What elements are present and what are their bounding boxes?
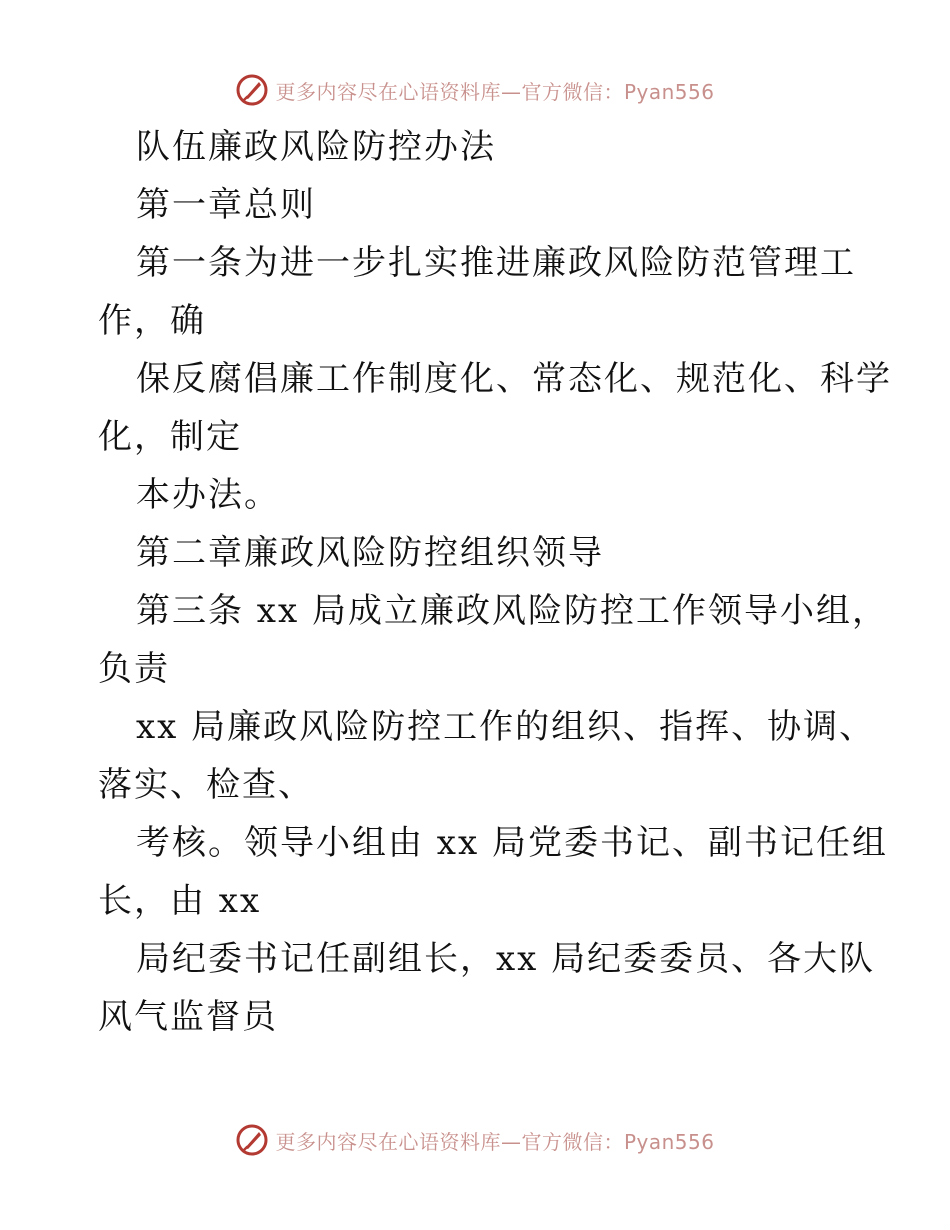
paragraph-line: 负责 [98, 649, 170, 689]
document-body [0, 118, 950, 1046]
paragraph-line: 风气监督员 [98, 997, 278, 1037]
watermark-text: 更多内容尽在心语资料库—官方微信：Pyan556 [275, 79, 715, 104]
paragraph-line: 考核。领导小组由 xx 局党委书记、副书记任组 [136, 823, 888, 863]
footer-watermark [0, 1120, 950, 1160]
paragraph-line: 第一条为进一步扎实推进廉政风险防范管理工 [136, 243, 856, 283]
paragraph-line: 第三条 xx 局成立廉政风险防控工作领导小组， [136, 591, 888, 631]
chapter-heading: 第二章廉政风险防控组织领导 [136, 533, 604, 573]
doc-title: 队伍廉政风险防控办法 [136, 127, 496, 167]
feather-pen-logo-icon [235, 73, 269, 107]
paragraph-line: 局纪委书记任副组长，xx 局纪委委员、各大队 [136, 939, 876, 979]
paragraph-line: 落实、检查、 [98, 765, 314, 805]
watermark-text: 更多内容尽在心语资料库—官方微信：Pyan556 [275, 1129, 715, 1154]
paragraph-line: 保反腐倡廉工作制度化、常态化、规范化、科学 [136, 359, 892, 399]
chapter-heading: 第一章总则 [136, 185, 316, 225]
header-watermark [0, 70, 950, 110]
paragraph-line: 作，确 [98, 301, 206, 341]
feather-pen-logo-icon [235, 1123, 269, 1157]
paragraph-line: 本办法。 [136, 475, 280, 515]
paragraph-line: 化，制定 [98, 417, 242, 457]
paragraph-line: 长，由 xx [98, 881, 262, 921]
paragraph-line: xx 局廉政风险防控工作的组织、指挥、协调、 [136, 707, 876, 747]
